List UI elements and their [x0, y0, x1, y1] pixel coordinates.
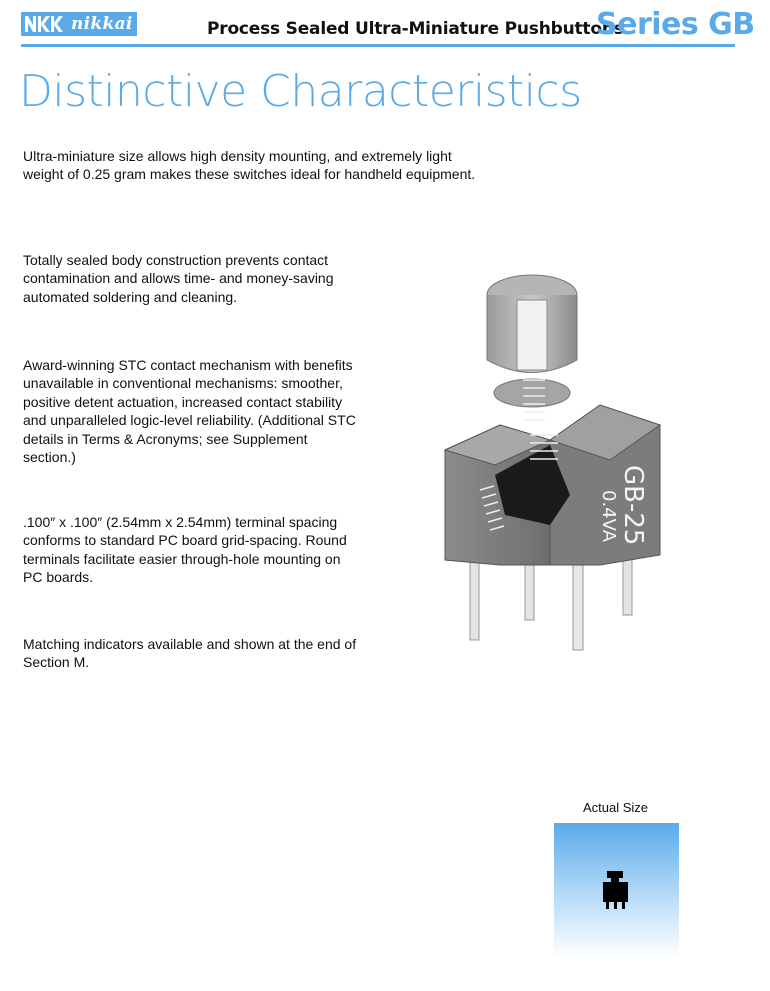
pushbutton-cutaway-illustration: [425, 265, 675, 655]
nikkai-logo: [21, 12, 137, 36]
actual-size-label: Actual Size: [583, 800, 649, 815]
pushbutton-silhouette-icon: [601, 871, 631, 911]
feature-paragraph: Ultra-miniature size allows high density mounting, and extremely light weight of 0.25 gram makes these switches ideal for handheld equipment.: [23, 148, 476, 183]
page-title: Distinctive Characteristics: [19, 66, 582, 117]
feature-paragraph: Award-winning STC contact mechanism with benefits unavailable in conventional mechanisms: smoother, positive detent actuation, increased contact stability and unparalleled logic-level reliability. (Additional STC details in Terms & Acronyms; see Supplement section.): [23, 357, 356, 466]
feature-paragraph: .100″ x .100″ (2.54mm x 2.54mm) terminal spacing conforms to standard PC board grid-spacing. Round terminals facilitate easier through-hole mounting on PC boards.: [23, 514, 347, 586]
actual-size-swatch: [554, 823, 679, 958]
part-marking: GB-25: [618, 465, 648, 546]
series-label: Series GB: [596, 7, 755, 42]
nkk-logo-icon: [21, 15, 65, 33]
header-title: Process Sealed Ultra-Miniature Pushbuttons: [207, 19, 624, 39]
rating-marking: 0.4VA: [598, 490, 619, 543]
feature-paragraph: Matching indicators available and shown at the end of Section M.: [23, 636, 357, 671]
logo-wordmark: nikkai: [71, 14, 133, 34]
feature-paragraph: Totally sealed body construction prevents contact contamination and allows time- and money-saving automated soldering and cleaning.: [23, 252, 334, 305]
header-divider: [21, 44, 735, 47]
